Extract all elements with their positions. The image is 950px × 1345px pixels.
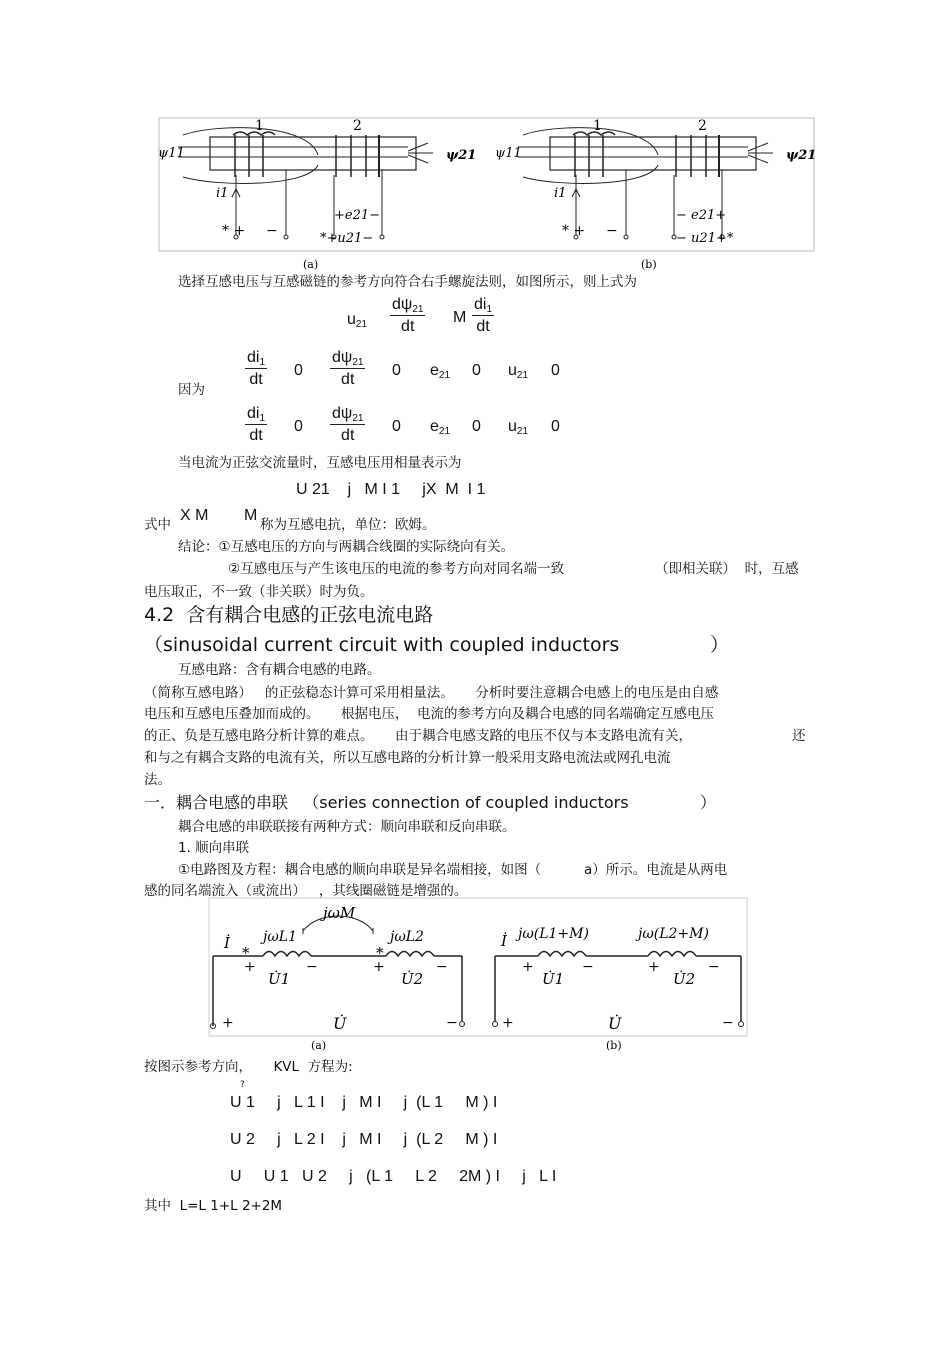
where-l: 其中 L=L 1+L 2+2M [144, 1198, 283, 1214]
eq2-row1-frac-a: $\frac{di_1}{dt}$ [247, 349, 266, 388]
eq2-row1-e21: $e_{21}$ [430, 362, 451, 381]
kvl-equation-1: U 1 j L 1 I j M I j (L 1 M ) I [230, 1094, 498, 1111]
u1-label-b: U̇1 [542, 970, 565, 988]
current-label-a: İ [224, 934, 230, 952]
u21-b: − u21+* [676, 231, 734, 246]
coil-2-label-b: 2 [698, 118, 707, 134]
caption-a: (a) [303, 258, 319, 271]
eq2-row2-zero3: 0 [472, 418, 481, 435]
minus-u2-b: − [708, 959, 720, 975]
u-label-b: U̇ [608, 1014, 622, 1033]
figure-b-coils [518, 128, 773, 239]
coil-1-label: 1 [255, 118, 264, 134]
plus-u2-b: + [648, 959, 660, 975]
u21-a: *+u21− [320, 231, 374, 246]
caption-a-2: (a) [311, 1039, 327, 1052]
subsection-series: 一．耦合电感的串联 （series connection of coupled inductors [144, 793, 629, 812]
caption-b: (b) [641, 258, 657, 271]
plus-b: * + [562, 223, 586, 239]
minus-u2-a: − [436, 959, 448, 975]
i1-label-a: i1 [216, 186, 229, 201]
jwl1-label: jωL1 [263, 929, 297, 945]
psi21-label-b: ψ21 [786, 148, 817, 163]
because-label: 因为 [178, 382, 205, 398]
u1-label-a: U̇1 [268, 970, 291, 988]
figure-a-coils [178, 128, 433, 239]
minus-u-a: − [446, 1015, 458, 1031]
sub-heading-forward: 1. 顺向串联 [178, 840, 250, 856]
e21-a: +e21− [334, 208, 381, 223]
paragraph-3-line-2: 电压和互感电压叠加而成的。 根据电压， 电流的参考方向及耦合电感的同名端确定互感电压 [144, 706, 715, 722]
plus-u2-a: + [373, 959, 385, 975]
paragraph-phasor: 当电流为正弦交流量时，互感电压用相量表示为 [178, 455, 462, 471]
jwm-label: jωM [323, 904, 356, 922]
forward-paragraph-1: ①电路图及方程：耦合电感的顺向串联是异名端相接，如图（ a）所示。电流是从两电 [178, 862, 728, 878]
paragraph-3-line-5: 法。 [144, 772, 171, 788]
coupled-coils-figure [158, 115, 818, 275]
eq2-row2-u21: $u_{21}$ [508, 418, 529, 437]
eq2-row2-frac-b: $\frac{d\psi_{21}}{dt}$ [332, 405, 364, 444]
eq1-frac1: $\frac{d\psi_{21}}{dt}$ [392, 296, 424, 335]
current-label-b: İ [501, 932, 507, 950]
dot-star-1-a: * [242, 944, 250, 962]
caption-b-2: (b) [606, 1039, 622, 1052]
psi11-label-a: ψ11 [158, 146, 185, 161]
coil-1-label-b: 1 [593, 118, 602, 134]
plus-u-a: + [222, 1015, 234, 1031]
paragraph-3-line-1: （简称互感电路） 的正弦稳态计算可采用相量法。 分析时要注意耦合电感上的电压是由自感 [144, 685, 719, 701]
paragraph-right-hand-rule: 选择互感电压与互感磁链的参考方向符合右手螺旋法则，如图所示，则上式为 [178, 274, 637, 290]
xm-text: 称为互感电抗，单位：欧姆。 [260, 517, 436, 533]
kvl-equation-3: U U 1 U 2 j (L 1 L 2 2M ) I j L I [230, 1168, 557, 1185]
subsection-series-close: ） [700, 793, 717, 812]
dot-mark: ? [240, 1080, 245, 1090]
eq2-row2-zero1: 0 [294, 418, 303, 435]
psi11-label-b: ψ11 [495, 146, 522, 161]
minus-a: − [266, 223, 278, 239]
forward-paragraph-2: 感的同名端流入（或流出） ，其线圈磁链是增强的。 [144, 883, 468, 899]
eq2-row2-e21: $e_{21}$ [430, 418, 451, 437]
jwl2-label: jωL2 [390, 929, 424, 945]
u2-label-b: U̇2 [673, 970, 696, 988]
minus-u-b: − [722, 1015, 734, 1031]
eq2-row1-zero2: 0 [392, 362, 401, 379]
conclusion-3: 电压取正，不一致（非关联）时为负。 [144, 584, 374, 600]
eq2-row1-u21: $u_{21}$ [508, 362, 529, 381]
kvl-intro: 按图示参考方向， KVL 方程为: [144, 1059, 353, 1075]
conclusion-2b: （即相关联） 时，互感 [655, 561, 799, 577]
eq2-row2-frac-a: $\frac{di_1}{dt}$ [247, 405, 266, 444]
plus-u-b: + [502, 1015, 514, 1031]
eq2-row2-zero4: 0 [551, 418, 560, 435]
series-intro: 耦合电感的串联联接有两种方式：顺向串联和反向串联。 [178, 819, 516, 835]
kvl-equation-2: U 2 j L 2 I j M I j (L 2 M ) I [230, 1131, 498, 1148]
eq3-phasor: U 21 j M I 1 jX M I 1 [296, 481, 486, 498]
section-heading-4-2-en-close: ） [710, 634, 730, 656]
eq2-row1-zero4: 0 [551, 362, 560, 379]
psi21-label-a: ψ21 [446, 148, 477, 163]
u-label-a: U̇ [333, 1014, 347, 1033]
jwl2m-label: jω(L2+M) [638, 926, 709, 942]
section-heading-4-2: 4.2 含有耦合电感的正弦电流电路 [144, 604, 434, 626]
paragraph-3-line-4: 和与之有耦合支路的电流有关，所以互感电路的分析计算一般采用支路电流法或网孔电流 [144, 750, 671, 766]
eq1-frac2: $\frac{di_1}{dt}$ [474, 296, 493, 335]
paragraph-3-line-3-end: 还 [792, 728, 806, 744]
eq2-row1-zero3: 0 [472, 362, 481, 379]
conclusion-1: 结论：①互感电压的方向与两耦合线圈的实际绕向有关。 [178, 539, 515, 555]
plus-a: * + [222, 223, 246, 239]
plus-u1-a: + [244, 959, 256, 975]
paragraph-3-line-3: 的正、负是互感电路分析计算的难点。 由于耦合电感支路的电压不仅与本支路电流有关， [144, 728, 692, 744]
plus-u1-b: + [522, 959, 534, 975]
definition-mutual-circuit: 互感电路：含有耦合电感的电路。 [178, 662, 381, 678]
minus-u1-b: − [582, 959, 594, 975]
eq2-row2-zero2: 0 [392, 418, 401, 435]
eq2-row1-zero1: 0 [294, 362, 303, 379]
conclusion-2: ②互感电压与产生该电压的电流的参考方向对同名端一致 [228, 561, 565, 577]
xm-prefix: 式中 [144, 517, 171, 533]
eq1-m: M [453, 309, 467, 326]
u2-label-a: U̇2 [401, 970, 424, 988]
minus-u1-a: − [306, 959, 318, 975]
e21-b: − e21+ [676, 208, 727, 223]
eq2-row1-frac-b: $\frac{d\psi_{21}}{dt}$ [332, 349, 364, 388]
section-heading-4-2-en: （sinusoidal current circuit with coupled inductors [144, 634, 620, 656]
i1-label-b: i1 [554, 186, 567, 201]
minus-b: − [606, 223, 618, 239]
dot-star-2-a: * [376, 944, 384, 962]
series-circuit-figure [208, 896, 753, 1058]
coil-2-label: 2 [353, 118, 362, 134]
jwl1m-label: jω(L1+M) [518, 926, 589, 942]
eq1-lhs: $u_{21}$ [347, 311, 368, 330]
xm-expr: X M M [180, 507, 258, 524]
